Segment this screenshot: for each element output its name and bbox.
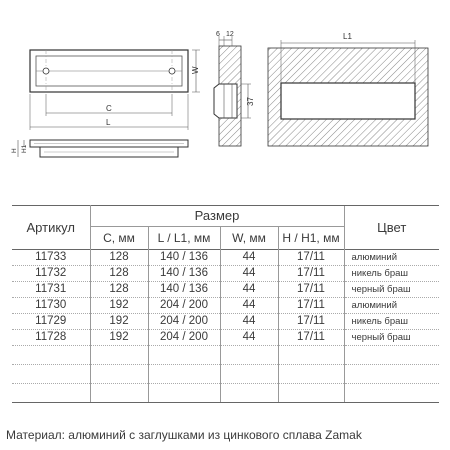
cell-w: 44 [220,282,278,298]
spec-table [12,205,439,403]
empty-row [12,346,439,365]
cell-c: 192 [90,314,148,330]
cell-article: 11733 [12,250,90,266]
table-row [12,314,439,330]
cell-w: 44 [220,314,278,330]
cell-w: 44 [220,250,278,266]
material-note: Материал: алюминий с заглушками из цинкового сплава Zamak [6,428,362,442]
cell-c: 128 [90,266,148,282]
cell-article: 11728 [12,330,90,346]
cell-h: 17/11 [278,250,344,266]
dim-label-l1: L1 [343,32,352,41]
dim-label-12: 12 [226,31,234,38]
front-view [30,50,200,130]
cell-color: алюминий [344,298,439,314]
header-l: L / L1, мм [148,227,220,250]
cell-article: 11729 [12,314,90,330]
dim-label-h: H [11,148,18,153]
cell-h: 17/11 [278,282,344,298]
dim-label-l: L [106,118,111,127]
header-h: H / H1, мм [282,231,340,245]
cell-c: 192 [90,330,148,346]
table-row [12,250,439,266]
cell-h: 17/11 [278,314,344,330]
cell-color: никель браш [344,314,439,330]
bottom-view [11,140,188,157]
header-article: Артикул [12,206,90,250]
cell-l: 204 / 200 [148,298,220,314]
cell-color: никель браш [344,266,439,282]
cell-l: 140 / 136 [148,282,220,298]
cell-color: черный браш [344,282,439,298]
cell-l: 204 / 200 [148,330,220,346]
technical-drawing [0,0,450,200]
cell-l: 204 / 200 [148,314,220,330]
cell-w: 44 [220,330,278,346]
cell-w: 44 [220,298,278,314]
dim-label-w: W [191,66,200,74]
header-w: W, мм [220,227,278,250]
header-size: Размер [90,206,344,227]
cell-h: 17/11 [278,330,344,346]
table-row [12,330,439,346]
empty-row [12,384,439,403]
cell-c: 128 [90,282,148,298]
cell-h: 17/11 [278,266,344,282]
cell-color: черный браш [344,330,439,346]
dim-label-h1: H1 [21,144,28,153]
cell-article: 11732 [12,266,90,282]
cell-c: 128 [90,250,148,266]
cell-h: 17/11 [278,298,344,314]
cell-l: 140 / 136 [148,266,220,282]
dim-label-6: 6 [216,31,220,38]
table-row [12,282,439,298]
empty-row [12,365,439,384]
cell-w: 44 [220,266,278,282]
cell-color: алюминий [344,250,439,266]
cell-l: 140 / 136 [148,250,220,266]
side-section-view [214,31,255,146]
header-c: C, мм [90,227,148,250]
dim-label-37: 37 [246,97,255,106]
cutout-plan-view [268,32,428,146]
header-color: Цвет [344,206,439,250]
table-row [12,266,439,282]
dim-label-c: C [106,104,112,113]
cell-article: 11731 [12,282,90,298]
cell-article: 11730 [12,298,90,314]
table-row [12,298,439,314]
cell-c: 192 [90,298,148,314]
